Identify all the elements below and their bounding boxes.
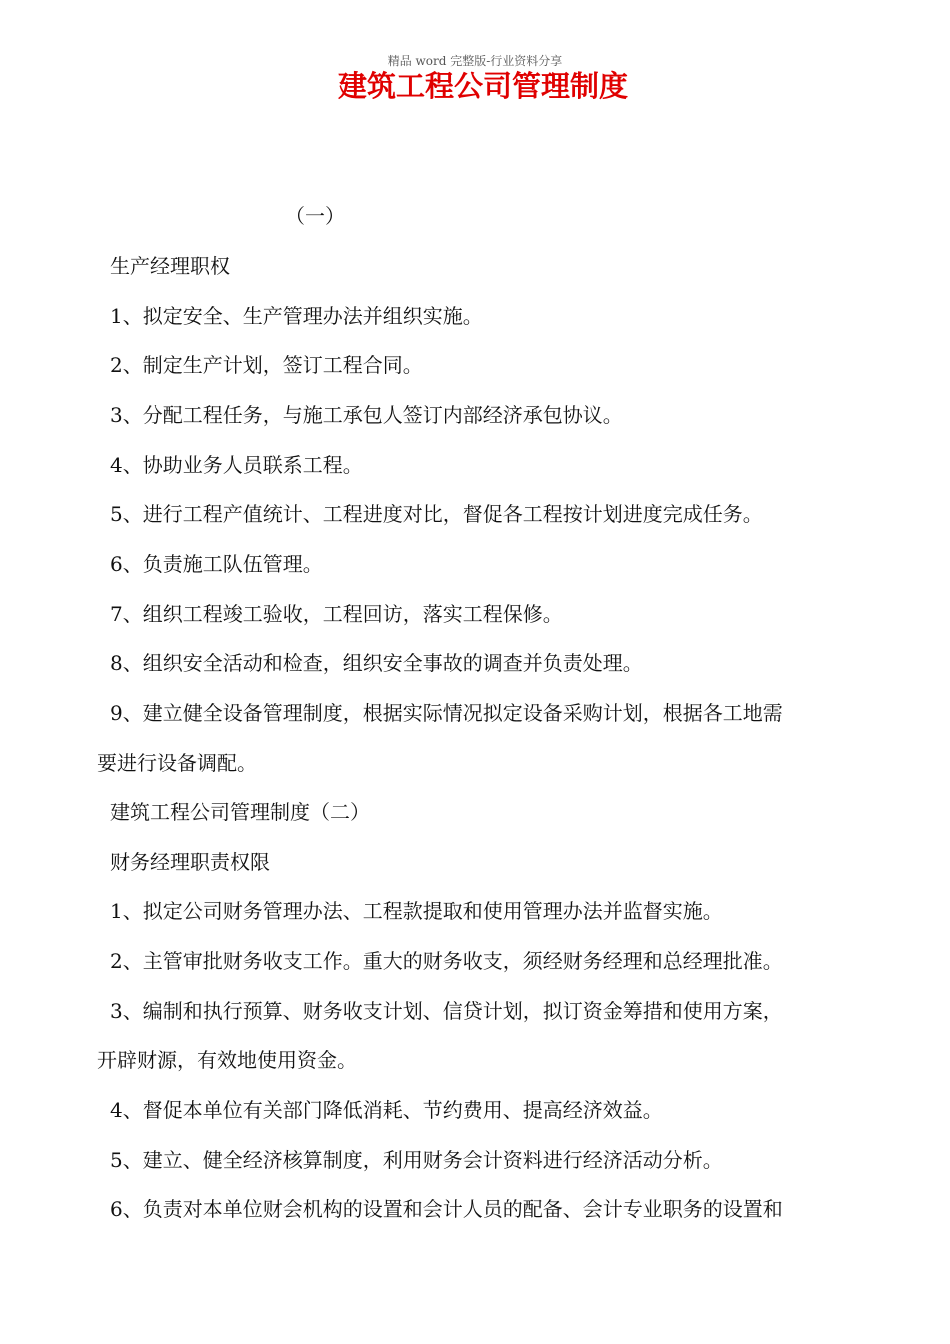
production-item-1: 1、拟定安全、生产管理办法并组织实施。 bbox=[110, 304, 483, 328]
document-title: 建筑工程公司管理制度 bbox=[337, 69, 628, 103]
production-item-9: 9、建立健全设备管理制度，根据实际情况拟定设备采购计划，根据各工地需 bbox=[110, 701, 783, 725]
subtitle-part-2: 建筑工程公司管理制度（二） bbox=[110, 800, 370, 824]
production-item-2: 2、制定生产计划，签订工程合同。 bbox=[110, 353, 423, 377]
finance-item-3: 3、编制和执行预算、财务收支计划、信贷计划，拟订资金筹措和使用方案， bbox=[110, 999, 783, 1023]
section-number: （一） bbox=[285, 204, 345, 228]
section-heading-finance: 财务经理职责权限 bbox=[110, 850, 270, 874]
finance-item-1: 1、拟定公司财务管理办法、工程款提取和使用管理办法并监督实施。 bbox=[110, 899, 723, 923]
production-item-8: 8、组织安全活动和检查，组织安全事故的调查并负责处理。 bbox=[110, 651, 643, 675]
production-item-3: 3、分配工程任务，与施工承包人签订内部经济承包协议。 bbox=[110, 403, 623, 427]
finance-item-3-continued: 开辟财源，有效地使用资金。 bbox=[97, 1048, 357, 1072]
finance-item-4: 4、督促本单位有关部门降低消耗、节约费用、提高经济效益。 bbox=[110, 1098, 663, 1122]
production-item-6: 6、负责施工队伍管理。 bbox=[110, 552, 323, 576]
finance-item-6: 6、负责对本单位财会机构的设置和会计人员的配备、会计专业职务的设置和 bbox=[110, 1197, 783, 1221]
finance-item-5: 5、建立、健全经济核算制度，利用财务会计资料进行经济活动分析。 bbox=[110, 1148, 723, 1172]
production-item-4: 4、协助业务人员联系工程。 bbox=[110, 453, 363, 477]
production-item-7: 7、组织工程竣工验收，工程回访，落实工程保修。 bbox=[110, 602, 563, 626]
production-item-5: 5、进行工程产值统计、工程进度对比，督促各工程按计划进度完成任务。 bbox=[110, 502, 763, 526]
section-heading-production: 生产经理职权 bbox=[110, 254, 230, 278]
finance-item-2: 2、主管审批财务收支工作。重大的财务收支，须经财务经理和总经理批准。 bbox=[110, 949, 783, 973]
production-item-9-continued: 要进行设备调配。 bbox=[97, 751, 257, 775]
watermark-text: 精品 word 完整版-行业资料分享 bbox=[387, 54, 563, 68]
